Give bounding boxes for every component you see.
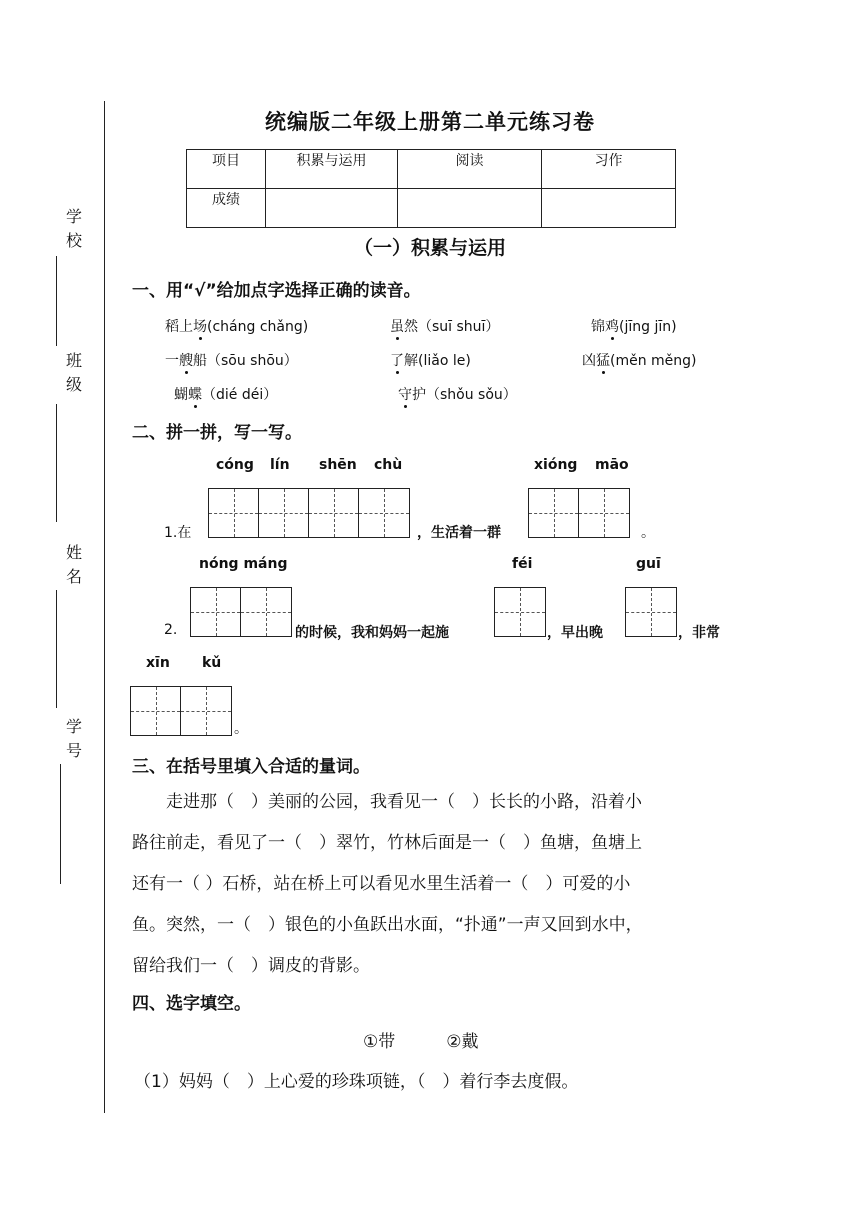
q3-line-5: 留给我们一（ ）调皮的背影。 [132,956,370,976]
q2-line2-end: ，非常 [678,625,720,641]
q3-line-4: 鱼。突然，一（ ）银色的小鱼跃出水面，“扑通”一声又回到水中， [132,915,643,935]
writing-grid-nong-mang[interactable] [190,587,292,637]
school-label-2: 校 [66,231,83,250]
writing-grid-xiong-mao[interactable] [528,488,630,538]
q1-item-1: 稻上场(cháng chǎng) [165,319,309,335]
q2-line1-middle: ，生活着一群 [417,525,501,541]
class-label-1: 班 [66,351,83,370]
writing-grid-cong-lin-shen-chu[interactable] [208,488,410,538]
q1-item-8: 守护（shǒu sǒu） [398,387,517,403]
writing-grid-xin-ku[interactable] [130,686,232,736]
q3-line-3: 还有一（ ）石桥，站在桥上可以看见水里生活着一（ ）可爱的小 [132,874,631,894]
name-label-1: 姓 [66,543,83,562]
pinyin-cong: cóng [216,457,254,473]
school-label-1: 学 [66,207,83,226]
class-line [56,404,57,522]
q1-item-5: 了解(liǎo le) [390,353,471,369]
pinyin-nong-mang: nóng máng [199,556,288,572]
q1-item-6: 凶猛(měn měng) [582,353,697,369]
number-label-2: 号 [66,741,83,760]
section-title: （一）积累与运用 [353,237,506,259]
q1-item-3: 锦鸡(jīng jīn) [591,319,677,335]
pinyin-lin: lín [270,457,290,473]
pinyin-ku: kǔ [202,655,222,671]
q4-heading: 四、选字填空。 [132,994,251,1014]
score-cell-accumulation[interactable] [266,189,398,228]
pinyin-shen: shēn [319,457,357,473]
q2-line3-end: 。 [234,721,248,737]
q3-line-2: 路往前走，看见了一（ ）翠竹，竹林后面是一（ ）鱼塘，鱼塘上 [132,833,642,853]
pinyin-chu: chù [374,457,403,473]
q2-heading: 二、拼一拼，写一写。 [132,423,302,443]
score-table-header-reading: 阅读 [398,150,542,189]
class-label-2: 级 [66,375,83,394]
score-table-header-accumulation: 积累与运用 [266,150,398,189]
score-table-row-label: 成绩 [187,189,266,228]
q1-heading: 一、用“√”给加点字选择正确的读音。 [132,281,421,301]
pinyin-mao: māo [595,457,629,473]
q1-item-4: 一艘船（sōu shōu） [165,353,298,369]
q3-line-1: 走进那（ ）美丽的公园，我看见一（ ）长长的小路，沿着小 [132,792,642,812]
page-title: 统编版二年级上册第二单元练习卷 [265,110,595,134]
writing-grid-gui[interactable] [625,587,677,637]
q3-paragraph [132,782,736,987]
q4-item-1: （1）妈妈（ ）上心爱的珍珠项链，（ ）着行李去度假。 [134,1072,579,1092]
score-table [186,149,676,228]
number-label-1: 学 [66,717,83,736]
q1-item-2: 虽然（suī shuī） [390,319,500,335]
pinyin-xiong: xióng [534,457,578,473]
number-line [60,764,61,884]
pinyin-fei: féi [512,556,533,572]
name-line [56,590,57,708]
score-table-header-item: 项目 [187,150,266,189]
pinyin-xin: xīn [146,655,170,671]
score-cell-reading[interactable] [398,189,542,228]
pinyin-gui: guī [636,556,661,572]
score-table-header-writing: 习作 [542,150,676,189]
q3-heading: 三、在括号里填入合适的量词。 [132,757,370,777]
q2-line2-middle-2: ，早出晚 [547,625,603,641]
writing-grid-fei[interactable] [494,587,546,637]
q4-options: ①带 ②戴 [363,1032,479,1052]
name-label-2: 名 [66,567,83,586]
q2-line2-middle-1: 的时候，我和妈妈一起施 [295,625,449,641]
school-line [56,256,57,346]
q2-line2-number: 2. [164,622,178,638]
q1-item-7: 蝴蝶（dié déi） [174,387,278,403]
q2-line1-number: 1.在 [164,525,192,541]
q2-line1-end: 。 [641,525,655,541]
score-cell-writing[interactable] [542,189,676,228]
